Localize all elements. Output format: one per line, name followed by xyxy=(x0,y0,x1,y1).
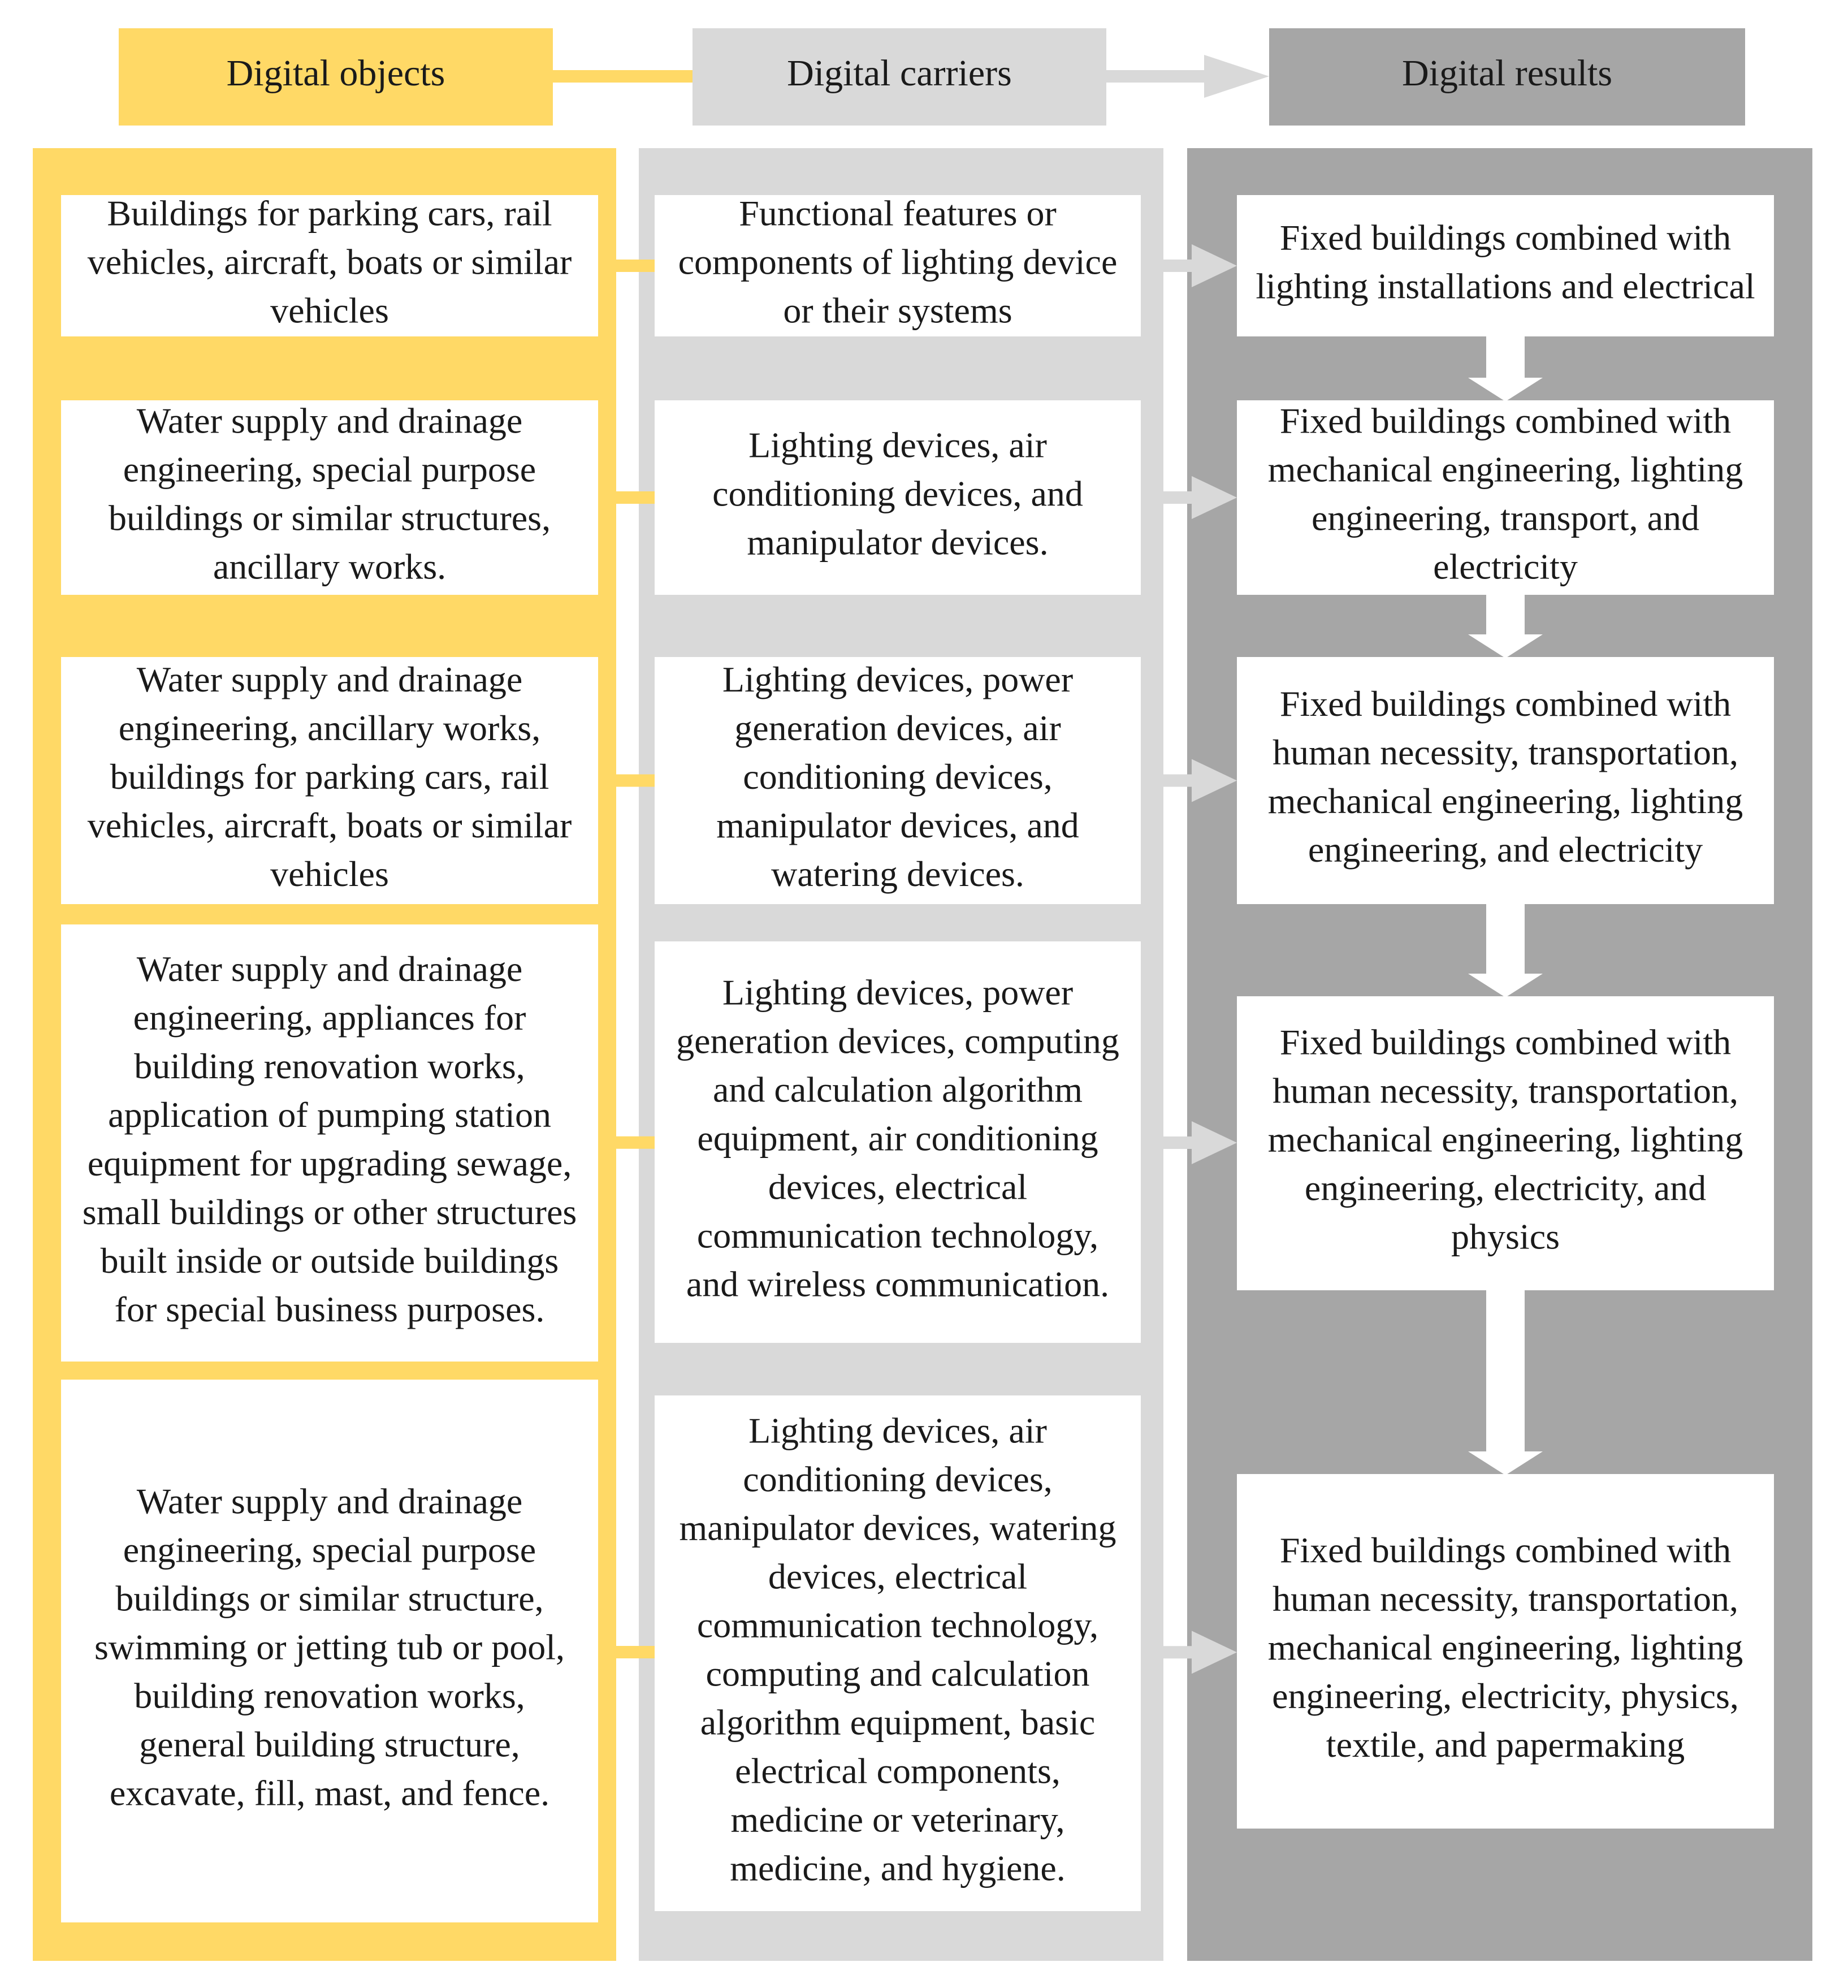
header-digital-carriers xyxy=(693,28,1106,126)
header-digital-objects xyxy=(119,28,553,126)
carrier-box-2-text: Lighting devices, air conditioning devices, and manipulator devices. xyxy=(712,425,1083,563)
result-box-2-text: Fixed buildings combined with mechanical engineering, lighting engineering, transport, and electricity xyxy=(1267,400,1743,587)
object-box-4 xyxy=(61,924,598,1362)
carrier-box-2 xyxy=(655,400,1141,595)
carrier-box-3-text: Lighting devices, power generation devices, air conditioning devices, manipulator devices, and watering devices. xyxy=(716,659,1079,894)
carrier-box-1 xyxy=(655,193,1141,336)
header-digital-objects-label: Digital objects xyxy=(226,53,445,94)
carrier-box-1-text: Functional features or components of lighting device or their systems xyxy=(678,193,1118,331)
header-arrow-head xyxy=(1204,55,1269,98)
object-box-1-text: Buildings for parking cars, rail vehicles, aircraft, boats or similar vehicles xyxy=(87,193,572,331)
result-flow-arrow-shaft-1 xyxy=(1486,336,1525,378)
carrier-box-5-text: Lighting devices, air conditioning devices, manipulator devices, watering devices, electrical communication technology, computing and calculation algorithm equipment, basic electrical components, medicine or veterinary, medicine, and hygiene. xyxy=(679,1410,1116,1888)
result-box-2 xyxy=(1237,400,1774,595)
carrier-box-4 xyxy=(655,941,1141,1343)
result-flow-arrow-shaft-2 xyxy=(1486,595,1525,634)
object-box-2 xyxy=(61,400,598,595)
object-box-4-text: Water supply and drainage engineering, appliances for building renovation works, application of pumping station equipment for upgrading sewage, small buildings or other structures built inside or outside buildings for special business purposes. xyxy=(82,949,577,1330)
result-box-4-text: Fixed buildings combined with human necessity, transportation, mechanical engineering, lighting engineering, electricity, and physics xyxy=(1267,1022,1743,1257)
object-box-2-text: Water supply and drainage engineering, special purpose buildings or similar structures, ancillary works. xyxy=(108,400,551,587)
result-box-4 xyxy=(1237,996,1774,1290)
object-box-1 xyxy=(61,193,598,336)
result-flow-arrow-shaft-4 xyxy=(1486,1290,1525,1451)
object-box-5-text: Water supply and drainage engineering, special purpose buildings or similar structure, swimming or jetting tub or pool, building renovation works, general building structure, excavate, fill, mast, and fence. xyxy=(94,1481,565,1813)
header-digital-carriers-label: Digital carriers xyxy=(787,53,1012,94)
header-digital-results-label: Digital results xyxy=(1401,53,1613,94)
result-box-1 xyxy=(1237,195,1774,336)
result-box-3 xyxy=(1237,657,1774,904)
result-box-1-text: Fixed buildings combined with lighting installations and electrical xyxy=(1256,217,1755,306)
result-box-5-text: Fixed buildings combined with human necessity, transportation, mechanical engineering, lighting engineering, electricity, physics, textile, and papermaking xyxy=(1267,1530,1743,1765)
carrier-box-3 xyxy=(655,657,1141,904)
result-box-5 xyxy=(1237,1474,1774,1829)
result-box-3-text: Fixed buildings combined with human necessity, transportation, mechanical engineering, lighting engineering, and electricity xyxy=(1267,684,1743,870)
object-box-5 xyxy=(61,1380,598,1922)
object-box-3 xyxy=(61,657,598,904)
header-digital-results xyxy=(1269,28,1745,126)
carrier-box-5 xyxy=(655,1395,1141,1911)
result-flow-arrow-shaft-3 xyxy=(1486,904,1525,974)
carrier-box-4-text: Lighting devices, power generation devices, computing and calculation algorithm equipment, air conditioning devices, electrical communication technology, and wireless communication. xyxy=(676,972,1119,1304)
object-box-3-text: Water supply and drainage engineering, ancillary works, buildings for parking cars, rail vehicles, aircraft, boats or similar vehicles xyxy=(87,659,572,894)
row-boxes xyxy=(61,193,1774,1922)
